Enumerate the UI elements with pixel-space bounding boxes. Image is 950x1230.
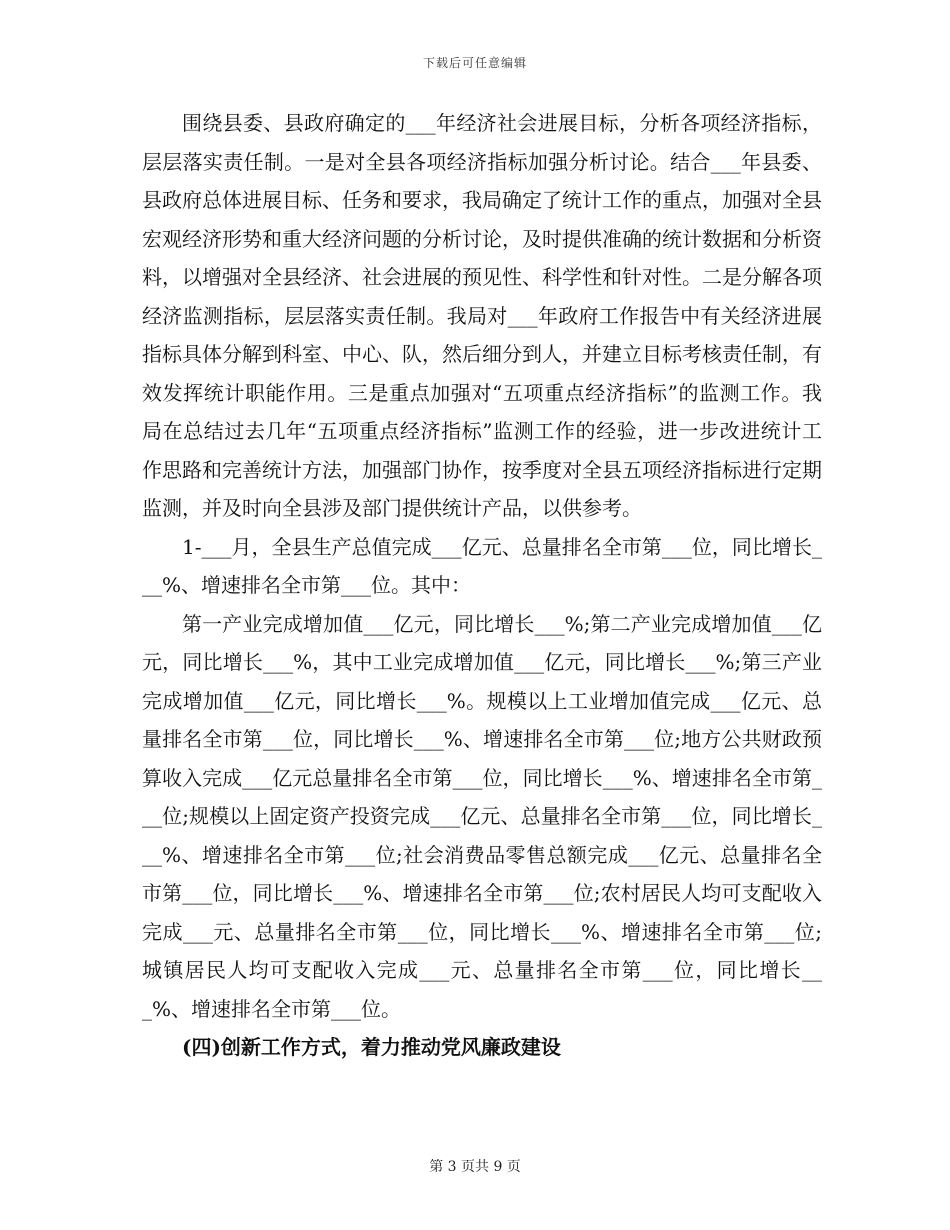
paragraph-statistics-work: 围绕县委、县政府确定的___年经济社会进展目标，分析各项经济指标，层层落实责任制。一是对全县各项经济指标加强分析讨论。结合___年县委、县政府总体进展目标、任务和要求，我局确定了统计工作的重点，加强对全县宏观经济形势和重大经济问题的分析讨论，及时提供准确的统计数据和分析资料，以增强对全县经济、社会进展的预见性、科学性和针对性。二是分解各项经济监测指标，层层落实责任制。我局对___年政府工作报告中有关经济进展指标具体分解到科室、中心、队，然后细分到人，并建立目标考核责任制，有效发挥统计职能作用。三是重点加强对“五项重点经济指标”的监测工作。我局在总结过去几年“五项重点经济指标”监测工作的经验，进一步改进统计工作思路和完善统计方法，加强部门协作，按季度对全县五项经济指标进行定期监测，并及时向全县涉及部门提供统计产品，以供参考。 [142,111,822,520]
header-note: 下载后可任意编辑 [422,56,527,70]
document-body [142,104,822,1067]
page-number-footer: 第 3 页共 9 页 [429,1159,521,1175]
paragraph-indicator-details: 第一产业完成增加值___亿元，同比增长___%;第二产业完成增加值___亿元，同比增长___%，其中工业完成增加值___亿元，同比增长___%;第三产业完成增加值___亿元，同比增长___%。规模以上工业增加值完成___亿元、总量排名全市第___位，同比增长___%、增速排名全市第___位;地方公共财政预算收入完成___亿元总量排名全市第___位，同比增长___%、增速排名全市第___位;规模以上固定资产投资完成___亿元、总量排名全市第___位，同比增长___%、增速排名全市第___位;社会消费品零售总额完成___亿元、总量排名全市第___位，同比增长___%、增速排名全市第___位;农村居民人均可支配收入完成___元、总量排名全市第___位，同比增长___%、增速排名全市第___位;城镇居民人均可支配收入完成___元、总量排名全市第___位，同比增长___%、增速排名全市第___位。 [142,611,822,1021]
section-heading: (四)创新工作方式，着力推动党风廉政建设 [182,1035,561,1059]
paragraph-gdp-summary: 1-___月，全县生产总值完成___亿元、总量排名全市第___位，同比增长___%、增速排名全市第___位。其中： [142,534,822,597]
